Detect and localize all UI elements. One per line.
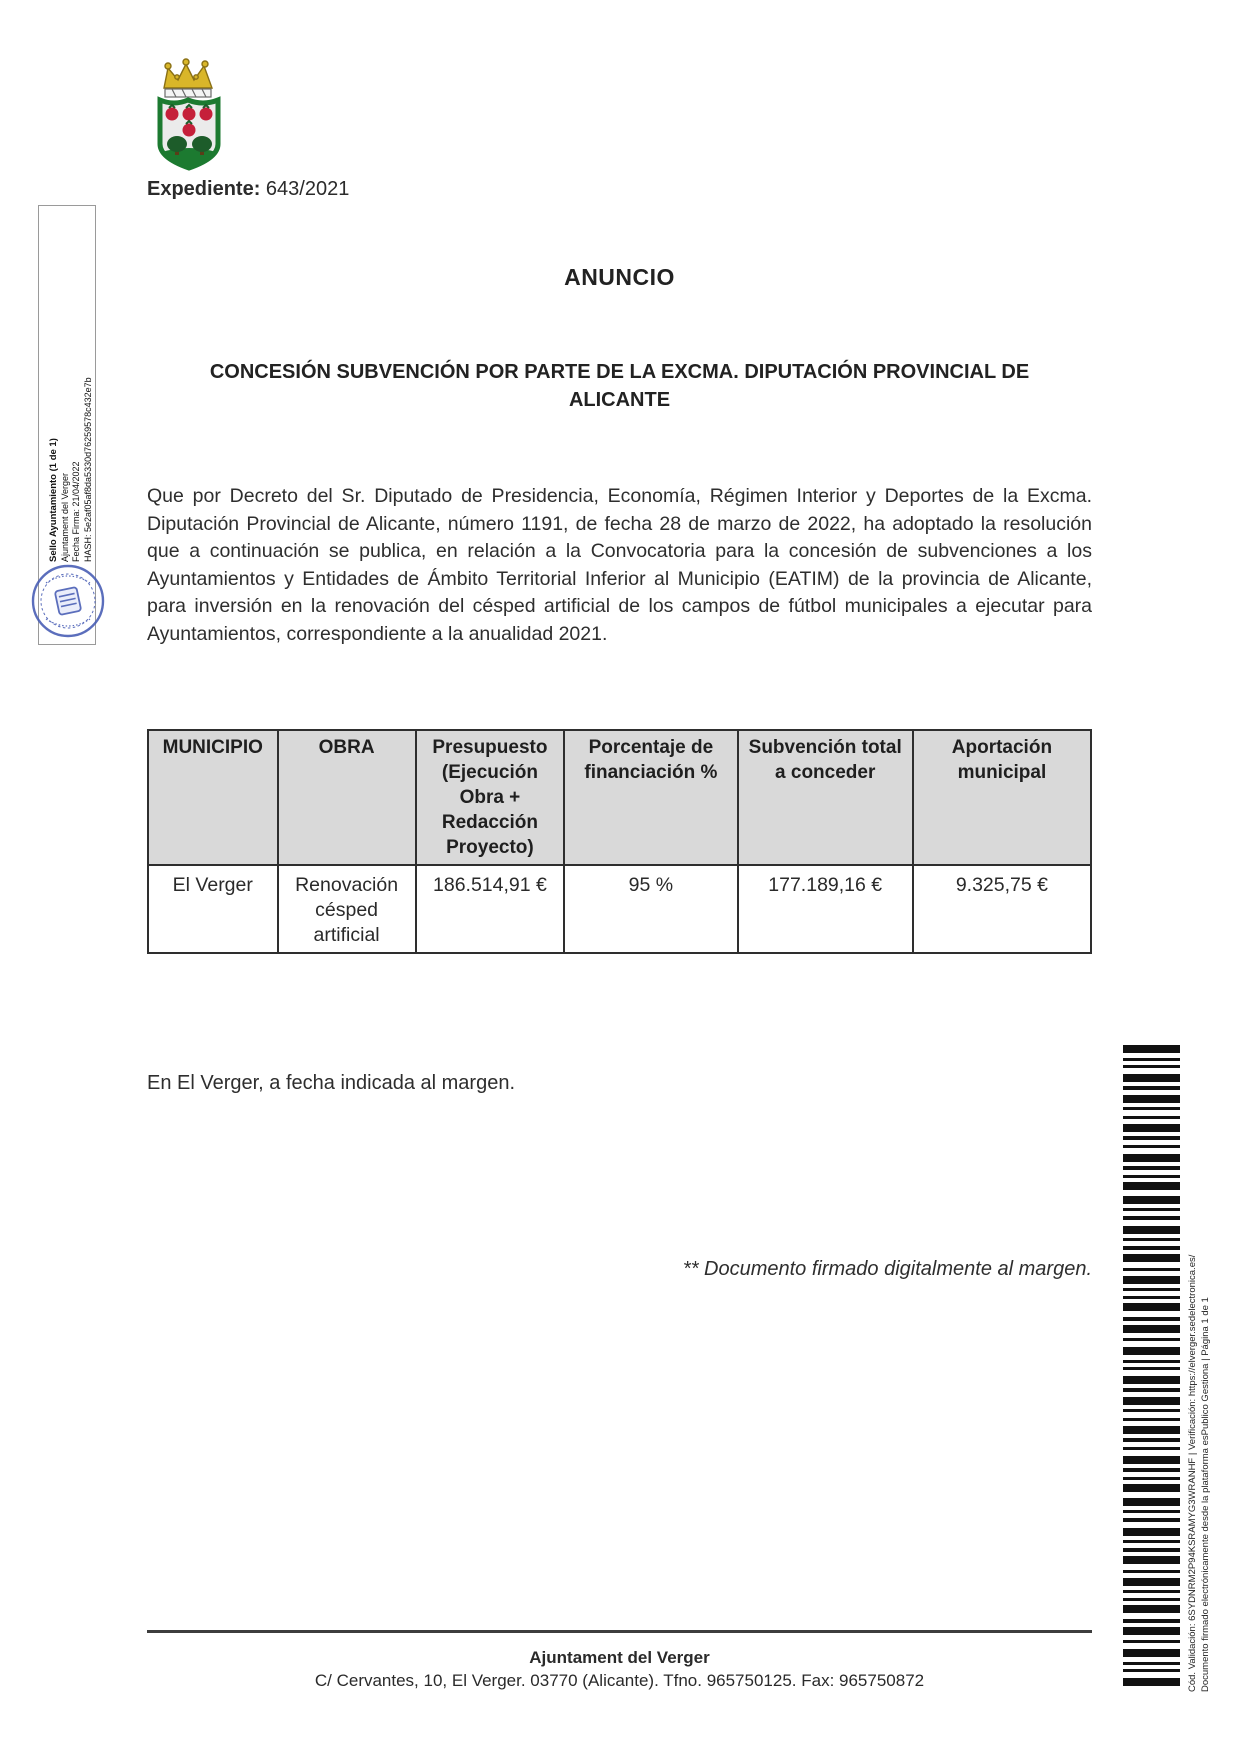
cell-municipio: El Verger bbox=[148, 865, 278, 953]
announcement-subtitle-text: CONCESIÓN SUBVENCIÓN POR PARTE DE LA EXCMA. DIPUTACIÓN PROVINCIAL DE ALICANTE bbox=[209, 361, 1030, 411]
page-title: ANUNCIO bbox=[564, 264, 675, 290]
grant-table bbox=[147, 729, 1092, 954]
stamp-title: Sello Ayuntamiento (1 de 1) bbox=[48, 438, 59, 562]
expediente-label: Expediente: bbox=[147, 178, 261, 200]
col-header-aportacion: Aportación municipal bbox=[913, 730, 1091, 865]
expediente-line bbox=[147, 178, 349, 201]
table-header-row bbox=[148, 730, 1091, 865]
col-header-subvencion: Subvención total a conceder bbox=[738, 730, 913, 865]
verification-barcode bbox=[1123, 1045, 1180, 1692]
gestiona-platform-line: Documento firmado electrónicamente desde la plataforma esPublico Gestiona | Página 1 de 1 bbox=[1200, 1297, 1211, 1692]
municipal-seal-icon bbox=[30, 563, 106, 639]
place-date-line: En El Verger, a fecha indicada al margen. bbox=[147, 1072, 516, 1094]
stamp-date: Fecha Firma: 21/04/2022 bbox=[71, 461, 81, 562]
col-header-obra: OBRA bbox=[278, 730, 416, 865]
cell-porcentaje: 95 % bbox=[564, 865, 737, 953]
digital-signature-note: ** Documento firmado digitalmente al margen. bbox=[682, 1258, 1092, 1280]
validation-code-line: Cód. Validación: 6SYDNRM2P94KSRAMYG3WRANHF | Verificación: https://elverger.sedelectronica.es/ bbox=[1187, 1254, 1198, 1692]
announcement-subtitle bbox=[147, 358, 1092, 414]
cell-obra: Renovación césped artificial bbox=[278, 865, 416, 953]
stamp-sidebar-text bbox=[48, 214, 94, 562]
expediente-value: 643/2021 bbox=[265, 178, 350, 200]
footer-divider bbox=[147, 1630, 1092, 1633]
cell-aportacion: 9.325,75 € bbox=[913, 865, 1091, 953]
stamp-hash: HASH: 5e2af05af8da5330d76259578c432e7b bbox=[82, 377, 93, 562]
footer-organization: Ajuntament del Verger bbox=[529, 1648, 710, 1667]
footer-address: C/ Cervantes, 10, El Verger. 03770 (Alicante). Tfno. 965750125. Fax: 965750872 bbox=[314, 1671, 925, 1690]
stamp-entity: Ajuntament del Verger bbox=[59, 472, 70, 562]
table-row bbox=[148, 865, 1091, 953]
coat-of-arms-logo bbox=[150, 56, 230, 174]
col-header-presupuesto: Presupuesto (Ejecución Obra + Redacción Proyecto) bbox=[416, 730, 565, 865]
cell-subvencion: 177.189,16 € bbox=[738, 865, 913, 953]
coat-of-arms-icon bbox=[150, 56, 230, 174]
col-header-porcentaje: Porcentaje de financiación % bbox=[564, 730, 737, 865]
cell-presupuesto: 186.514,91 € bbox=[416, 865, 565, 953]
verification-legal-text bbox=[1186, 1045, 1214, 1692]
body-paragraph: Que por Decreto del Sr. Diputado de Presidencia, Economía, Régimen Interior y Deportes de la Excma. Diputación Provincial de Alicante, número 1191, de fecha 28 de marzo de 2022, ha adoptado la resolución que a continuación se publica, en relación a la Convocatoria para la concesión de subvenciones a los Ayuntamientos y Entidades de Ámbito Territorial Inferior al Municipio (EATIM) de la provincia de Alicante, para inversión en la renovación del césped artificial de los campos de fútbol municipales a ejecutar para Ayuntamientos, correspondiente a la anualidad 2021. bbox=[147, 485, 1092, 645]
col-header-municipio: MUNICIPIO bbox=[148, 730, 278, 865]
